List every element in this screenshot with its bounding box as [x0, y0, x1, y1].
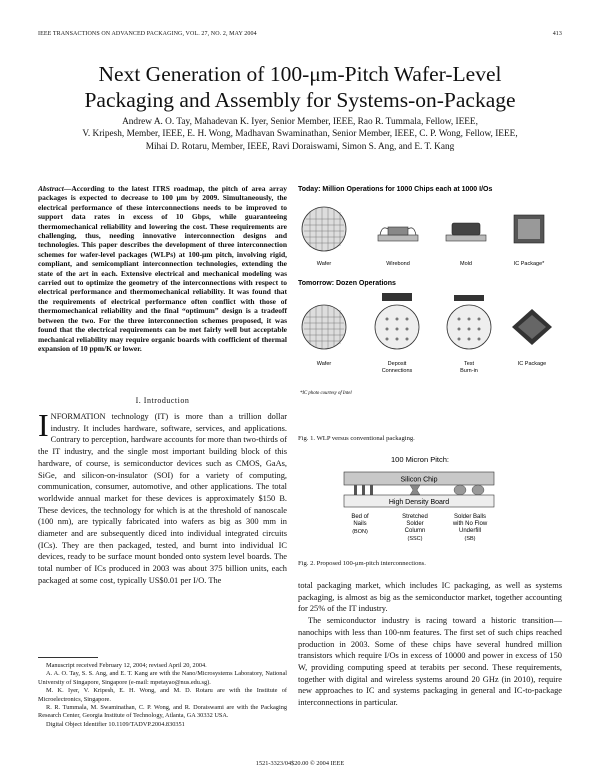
right-paragraph-1: total packaging market, which includes IC packaging, as well as systems packaging, is almost as big as the semiconductor market, together accounting for 25% of the IT industry. [298, 581, 562, 614]
fig1-caption: Fig. 1. WLP versus conventional packaging. [298, 435, 415, 442]
fig2-sb-line1: Solder Balls [453, 514, 487, 520]
fig2-ssc-abbr: (SSC) [407, 536, 423, 542]
fig2-sb-line3: Underfill [458, 528, 482, 534]
fig1-label-wafer-tomorrow: Wafer [316, 361, 332, 367]
fig1-label-deposit: Deposit [387, 361, 407, 367]
authors-line-2: V. Kripesh, Member, IEEE, E. H. Wong, Madhavan Swaminathan, Senior Member, IEEE, C. P. Wong, Fellow, IEEE, [82, 129, 518, 140]
fig2-caption: Fig. 2. Proposed 100-μm-pitch interconnections. [298, 560, 426, 567]
footnote-affiliation-nus: A. A. O. Tay, S. S. Ang, and E. T. Kang are with the Nano/Microsystems Laboratory, National University of Singapore, Singapore (e-mail: mpetayao@nus.edu.sg). [38, 670, 287, 686]
stretched-solder-column [410, 485, 420, 495]
abstract [38, 184, 287, 353]
fig1-tomorrow-title: Tomorrow: Dozen Operations [298, 280, 396, 287]
title-line-2: Packaging and Assembly for Systems-on-Package [84, 88, 516, 112]
abstract-label: Abstract— [38, 184, 72, 193]
tomorrow-wafer-icon [302, 305, 346, 349]
footnote-affiliation-gatech: R. R. Tummala, M. Swaminathan, C. P. Wong, and R. Doraiswami are with the Packaging Research Center, Georgia Institute of Technology, Atlanta, GA 30332 USA. [38, 704, 287, 720]
fig2-chip-label: Silicon Chip [400, 476, 438, 484]
fig2-ssc-line2: Solder [406, 521, 424, 527]
ic-package-photo [514, 215, 544, 243]
fig1-label-wafer-today: Wafer [316, 261, 332, 267]
title-line-1: Next Generation of 100-μm-Pitch Wafer-Level [98, 62, 502, 86]
footnote-doi: Digital Object Identifier 10.1109/TADVP.2004.830351 [46, 720, 185, 728]
drop-cap: I [38, 407, 49, 443]
wirebond-icon [378, 227, 418, 241]
wlp-package-photo [512, 309, 552, 345]
footnote-manuscript: Manuscript received February 12, 2004; revised April 20, 2004. [46, 662, 207, 669]
section-heading: I. Introduction [135, 396, 190, 405]
fig2-bon-abbr: (BON) [352, 529, 368, 535]
author-list [0, 116, 600, 153]
authors-line-3: Mihai D. Rotaru, Member, IEEE, Ravi Doraiswami, Simon S. Ang, and E. T. Kang [145, 141, 455, 152]
intro-paragraph [38, 407, 287, 587]
fig2-board-label: High Density Board [388, 499, 450, 506]
fig1-label-test: Test [463, 361, 475, 367]
wafer-icon [302, 207, 346, 251]
running-header: IEEE TRANSACTIONS ON ADVANCED PACKAGING, VOL. 27, NO. 2, MAY 2004 [38, 31, 257, 37]
footnote-affiliation-ime: M. K. Iyer, V. Kripesh, E. H. Wong, and M. D. Rotaru are with the Institute of Microelectronics, Singapore. [38, 687, 287, 703]
page-number: 413 [552, 31, 562, 37]
test-burn-in-icon [447, 295, 491, 349]
fig2-ssc-line3: Column [404, 528, 426, 534]
copyright-footer: 1521-3323/04$20.00 © 2004 IEEE [255, 760, 345, 767]
figure-1 [296, 181, 564, 433]
intro-text: NFORMATION technology (IT) is more than a trillion dollar industry. It includes hardware, software, services, and applications. Contrary to perception, hardware accounts for more than two-thirds of the IT industry, and the single most important building block of this hardware, of course, is semiconductor devices such as CMOS, GaAs, SiGe, and silicon-on-insulator (SOI) for a variety of computing, communication, consumer, automotive, and other applications. The total worldwide annual market for these devices is approximately $150 B. These devices, the technology for which is at the threshold of nanoscale (100 nm), are typically fabricated into wafers as big as 300 mm in diameter and are subsequently diced into individual integrated circuits (ICs). They are then packaged, tested, and burnt into individual IC devices, ready to be surface mount bonded onto system level boards. The total number of ICs produced in 2003 was about 375 billion units, each packaged at some cost, typically US$0.01 per I/O. The [38, 412, 287, 585]
fig1-today-title: Today: Million Operations for 1000 Chips each at 1000 I/Os [298, 186, 493, 193]
authors-line-1: Andrew A. O. Tay, Mahadevan K. Iyer, Senior Member, IEEE, Rao R. Tummala, Fellow, IEEE, [122, 117, 478, 127]
fig2-sb-line2: with No Flow [452, 521, 488, 527]
fig2-sb-abbr: (SB) [464, 536, 476, 542]
fig1-label-wirebond: Wirebond [386, 261, 410, 267]
fig2-bon-line2: Nails [353, 521, 367, 527]
paper-title [0, 61, 600, 113]
bed-of-nails [354, 485, 373, 495]
right-column-text [298, 580, 562, 709]
fig1-photo-credit: *IC photo courtesy of Intel [300, 391, 352, 396]
fig1-label-burn-in: Burn-in [460, 368, 478, 374]
fig2-heading: 100 Micron Pitch: [391, 455, 449, 464]
right-paragraph-2: The semiconductor industry is racing toward a historic transition—nanochips with less than 100-nm features. The first set of such chips reached production in 2003. Some of these chips have several hundred million transistors which require I/Os in excess of 10000 and power in excess of 150 W, providing computing speed at terabits per second. These requirements, together with digital and wireless systems around 20 GHz (in 2010), require new approaches to IC and systems packaging in general and IC-to-package interconnections in particular. [298, 616, 562, 708]
fig1-label-mold: Mold [460, 261, 472, 267]
footnote-rule [38, 657, 98, 658]
deposit-connections-icon [375, 293, 419, 349]
figure-2 [330, 452, 562, 554]
mold-icon [446, 223, 486, 241]
solder-balls [454, 485, 484, 495]
footnotes [38, 662, 287, 729]
fig1-label-connections: Connections [381, 368, 413, 374]
fig2-bon-line1: Bed of [351, 514, 369, 520]
fig1-label-ic-package-tomorrow: IC Package [517, 361, 547, 367]
abstract-text: According to the latest ITRS roadmap, the pitch of area array packages is expected to decrease to 100 μm by 2009. Simultaneously, the electrical performance of these interconnections needs to be improved to support data rates in excess of 10 Gbps, while guaranteeing thermomechanical reliability and lowering the cost. These requirements are challenging, thus, needing innovative interconnection designs and technologies. This paper describes the development of three interconnection schemes for wafer-level packages (WLPs) at 100-μm pitch, involving rigid, compliant, and semicompliant interconnection technologies, extending the state of the art in each. Extensive electrical and mechanical modeling was carried out to optimize the geometry of the interconnections with respect to electrical performance and thermomechanical reliability. It was found that the requirements of electrical performance often conflict with those of thermomechanical reliability and the final “optimum” design is a tradeoff between the two. For the three interconnection schemes proposed, it was found that the electrical requirements can be met fairly well but acceptable mechanical reliability may require organic boards with coefficient of thermal expansion of 10 ppm/K or lower. [38, 184, 287, 353]
fig1-label-ic-package-today: IC Package* [513, 261, 545, 267]
fig2-ssc-line1: Stretched [402, 514, 428, 520]
